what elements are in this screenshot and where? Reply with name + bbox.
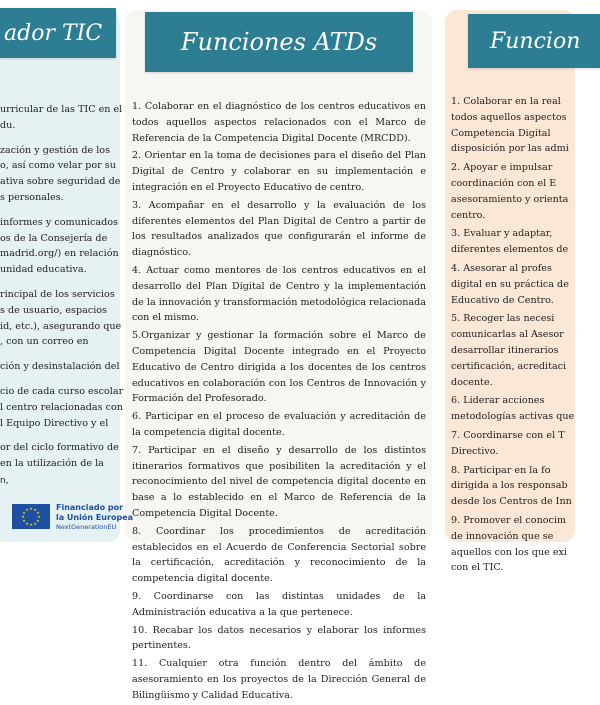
text-line: du. [0, 119, 16, 131]
text-line: docente. [451, 376, 493, 388]
right-paragraph [451, 261, 569, 308]
eu-star-icon: ★ [33, 507, 37, 513]
function-item: 3. Acompañar en el desarrollo y la evaluación de los diferentes elementos del Plan Digital de Centro a partir de los resultados analizados que configurarán el informe de diagnóstico. [132, 199, 426, 259]
eu-star-icon: ★ [21, 514, 25, 519]
left-footer-fragment: n, [0, 476, 9, 486]
eu-star-icon: ★ [29, 522, 33, 527]
text-line: ción y desinstalación del [0, 361, 120, 373]
text-line: 1. Colaborar en la real [451, 96, 561, 107]
eu-star-icon: ★ [33, 520, 37, 526]
function-item: 8. Coordinar los procedimientos de acreditación establecidos en el Acuerdo de Conferencia Sectorial sobre la certificación, acreditación y reconocimiento de la competencia digital docente. [132, 525, 426, 585]
function-item: 6. Participar en el proceso de evaluación y acreditación de la competencia digital docente. [132, 411, 426, 438]
eu-logo-line1: Financiado por [56, 503, 124, 512]
text-line: rincipal de los servicios [0, 288, 115, 300]
middle-column-title: Funciones ATDs [145, 12, 413, 72]
middle-column-text [132, 99, 426, 705]
text-line: Competencia Digital [451, 127, 551, 139]
function-item: 11. Cualquier otra función dentro del ámbito de asesoramiento en los proyectos de la Dirección General de Bilingüismo y Calidad Educativa. [132, 658, 426, 701]
left-paragraph [0, 440, 119, 472]
right-paragraph [451, 160, 569, 223]
text-line: zación y gestión de los [0, 144, 110, 156]
text-line: 9. Promover el conocim [451, 514, 567, 526]
eu-star-icon: ★ [25, 507, 29, 513]
text-line: coordinación con el E [451, 177, 557, 189]
text-line: s personales. [0, 191, 64, 203]
text-line: 8. Participar en la fo [451, 464, 551, 476]
text-line: metodologías activas que [451, 411, 575, 423]
right-paragraph [451, 393, 575, 425]
function-item: 7. Participar en el diseño y desarrollo de los distintos itinerarios formativos que posibiliten la acreditación y el reconocimiento del nivel de competencia digital docente en base a lo establecido en el Marco de Referencia de la Competencia Digital Docente. [132, 444, 426, 519]
eu-flag-icon [12, 504, 50, 529]
function-item: 10. Recabar los datos necesarios y elaborar los informes pertinentes. [132, 624, 426, 652]
eu-star-icon: ★ [25, 520, 29, 526]
right-paragraph [451, 463, 572, 510]
text-line: 2. Apoyar e impulsar [451, 162, 553, 174]
text-line: digital en su práctica de [451, 278, 569, 290]
text-line: ativa sobre seguridad de [0, 176, 121, 188]
function-item: 5.Organizar y gestionar la formación sobre el Marco de Competencia Digital Docente integrado en el Proyecto Educativo de Centro dirigida a los docentes de los centros educativos en colaboración con los Centros de Innovación y Formación del Profesorado. [132, 330, 426, 405]
text-line: , con un correo en [0, 336, 89, 348]
text-line: aquellos con los que exi [451, 546, 568, 558]
text-line: urricular de las TIC en el [0, 104, 123, 115]
function-item: 2. Orientar en la toma de decisiones para el diseño del Plan Digital de Centro y colaborar en su implementación e integración en el Proyecto Educativo de centro. [132, 150, 426, 193]
right-paragraph [451, 94, 569, 157]
text-line: centro. [451, 209, 486, 221]
eu-star-icon: ★ [29, 506, 33, 511]
text-line: en la utilización de la [0, 458, 104, 470]
text-line: todos aquellos aspectos [451, 111, 567, 123]
text-line: 7. Coordinarse con el T [451, 429, 565, 441]
left-paragraph [0, 215, 119, 278]
left-paragraph [0, 143, 121, 206]
text-line: l Equipo Directivo y el [0, 417, 109, 429]
text-line: l centro relacionadas con [0, 401, 123, 413]
function-item: 4. Actuar como mentores de los centros educativos en el desarrollo del Plan Digital de Centro y la implementación de la innovación y transformación metodológica relacionada con el mismo. [132, 264, 426, 324]
right-paragraph [451, 226, 569, 258]
right-column-text [451, 94, 575, 579]
text-line: os de la Consejería de [0, 232, 108, 244]
text-line: asesoramiento y orienta [451, 193, 569, 205]
text-line: Directivo. [451, 445, 499, 457]
eu-star-icon: ★ [22, 510, 26, 515]
text-line: or del ciclo formativo de [0, 442, 119, 454]
eu-star-icon: ★ [36, 510, 40, 515]
eu-logo-line2: la Unión Europea [56, 512, 133, 522]
text-line: comunicarlas al Asesor [451, 329, 564, 341]
left-column-text [0, 102, 124, 481]
text-line: diferentes elementos de [451, 244, 569, 256]
text-line: desarrollar itinerarios [451, 344, 559, 356]
text-line: desde los Centros de Inn [451, 496, 572, 508]
left-paragraph [0, 102, 123, 134]
left-paragraph [0, 359, 120, 375]
text-line: 6. Liderar acciones [451, 395, 545, 407]
text-line: informes y comunicados [0, 216, 118, 228]
eu-star-icon: ★ [22, 518, 26, 523]
left-column-title: ador TIC [0, 8, 116, 58]
text-line: 5. Recoger las necesi [451, 313, 555, 325]
eu-star-icon: ★ [37, 514, 41, 519]
left-paragraph [0, 384, 124, 431]
text-line: cio de cada curso escolar [0, 385, 124, 397]
right-paragraph [451, 428, 565, 460]
left-paragraph [0, 287, 122, 350]
text-line: disposición por las admi [451, 143, 569, 155]
function-item: 1. Colaborar en el diagnóstico de los centros educativos en todos aquellos aspectos relacionados con el Marco de Referencia de la Competencia Digital Docente (MRCDD). [132, 101, 426, 144]
text-line: de innovación que se [451, 530, 554, 542]
eu-funding-logo [56, 503, 133, 532]
text-line: certificación, acreditaci [451, 360, 567, 372]
right-paragraph [451, 513, 568, 576]
eu-star-icon: ★ [36, 518, 40, 523]
text-line: dirigida a los responsab [451, 480, 568, 492]
text-line: id, etc.), asegurando que [0, 320, 122, 332]
right-column-title: Funcion [468, 14, 600, 68]
text-line: unidad educativa. [0, 264, 87, 276]
text-line: con el TIC. [451, 562, 504, 574]
text-line: 3. Evaluar y adaptar, [451, 228, 553, 240]
text-line: Educativo de Centro. [451, 294, 554, 306]
right-paragraph [451, 311, 567, 390]
text-line: madrid.org/) en relación [0, 248, 119, 260]
eu-logo-line3: NextGenerationEU [56, 523, 117, 532]
function-item: 9. Coordinarse con las distintas unidades de la Administración educativa a la que pertenece. [132, 590, 426, 618]
text-line: 4. Asesorar al profes [451, 262, 552, 274]
text-line: o, así como velar por su [0, 160, 116, 172]
text-line: s de usuario, espacios [0, 304, 107, 316]
